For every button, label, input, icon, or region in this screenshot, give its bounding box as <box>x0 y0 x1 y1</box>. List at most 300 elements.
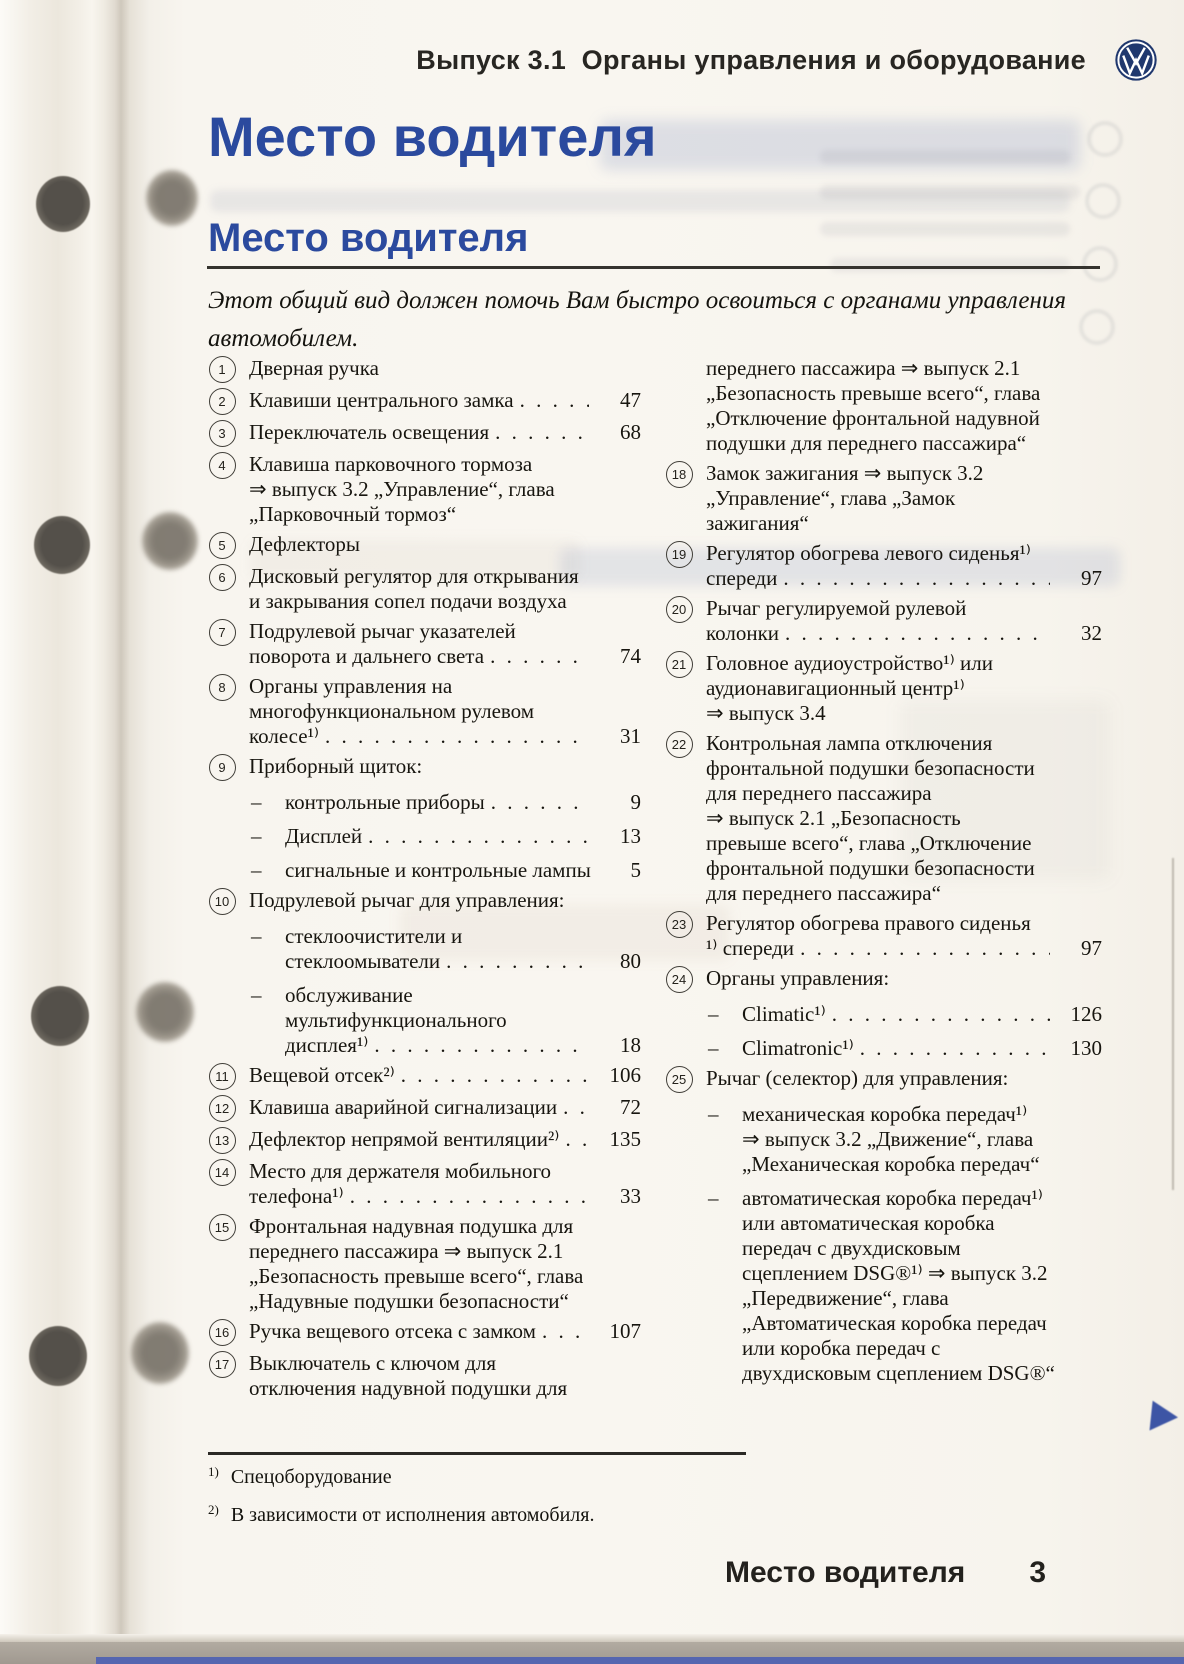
list-line <box>249 589 641 614</box>
list-line <box>249 388 641 413</box>
item-number: 12 <box>209 1095 236 1122</box>
item-number: 18 <box>666 461 693 488</box>
list-line-text: переднего пассажира ⇒ выпуск 2.1 <box>249 1239 564 1263</box>
list-line <box>706 1236 1102 1261</box>
list-line-text: для переднего пассажира <box>706 781 932 805</box>
list-line-text: спереди <box>706 566 778 590</box>
list-line <box>706 461 1102 486</box>
footnote-mark: 2) <box>208 1502 219 1517</box>
page-footer <box>520 1556 1116 1590</box>
list-line-text: Ручка вещевого отсека с замком <box>249 1319 536 1343</box>
list-item <box>664 651 1102 726</box>
item-number-badge <box>207 858 237 883</box>
binder-hole <box>131 1322 189 1384</box>
list-line <box>249 888 641 913</box>
list-line-text: ⇒ выпуск 2.1 „Безопасность <box>706 806 961 830</box>
list-line-text: – сигнальные и контрольные лампы <box>285 858 591 882</box>
list-line-text: Клавиша парковочного тормоза <box>249 452 533 476</box>
list-line-text: Вещевой отсек²⁾ <box>249 1063 395 1087</box>
dot-leader <box>563 1095 589 1120</box>
item-number-badge <box>207 420 237 447</box>
footer-title: Место водителя <box>724 1556 966 1589</box>
list-line <box>249 502 641 527</box>
list-line <box>706 1002 1102 1027</box>
page-edge-line <box>1172 858 1174 1190</box>
page-ref: 80 <box>620 949 641 973</box>
item-number-badge <box>207 1319 237 1346</box>
page-ref: 126 <box>1070 1002 1102 1026</box>
item-number-badge <box>207 388 237 415</box>
list-item-continuation <box>664 356 1102 456</box>
item-number: 3 <box>209 420 236 447</box>
list-line-text: – контрольные приборы <box>285 790 485 814</box>
binder-hole <box>142 512 198 570</box>
list-line-text: – Дисплей <box>285 824 363 848</box>
page-bottom-edge <box>0 1634 1184 1642</box>
page-ref: 33 <box>620 1184 641 1208</box>
list-item <box>207 1063 641 1090</box>
item-number-badge <box>207 754 237 781</box>
list-line-text: „Механическая коробка передач“ <box>742 1152 1040 1176</box>
section-title: Место водителя <box>208 216 529 260</box>
list-line <box>249 1033 641 1058</box>
list-line-text: двухдисковым сцеплением DSG®“ <box>742 1361 1055 1385</box>
dot-leader <box>785 621 1050 646</box>
intro-text: Этот общий вид должен помочь Вам быстро освоиться с органами управления автомобилем. <box>208 287 1067 352</box>
list-line-text: сцеплением DSG®¹⁾ ⇒ выпуск 3.2 <box>742 1261 1048 1285</box>
item-number-badge <box>664 731 694 906</box>
dot-leader <box>800 936 1050 961</box>
item-number: 23 <box>666 911 693 938</box>
page-ref: 32 <box>1081 621 1102 645</box>
page-ref: 135 <box>609 1127 641 1151</box>
list-line-text: аудионавигационный центр¹⁾ <box>706 676 965 700</box>
list-item <box>664 461 1102 536</box>
item-number: 5 <box>209 532 236 559</box>
item-number: 9 <box>209 754 236 781</box>
list-line <box>249 1289 641 1314</box>
item-number: 1 <box>209 356 236 383</box>
list-line-text: Дисковый регулятор для открывания <box>249 564 579 588</box>
binder-hole <box>34 516 90 574</box>
list-line <box>706 1036 1102 1061</box>
list-line-text: колонки <box>706 621 780 645</box>
list-line <box>249 754 641 779</box>
list-line <box>249 619 641 644</box>
list-item <box>207 1214 641 1314</box>
list-line <box>706 1211 1102 1236</box>
list-line-text: Фронтальная надувная подушка для <box>249 1214 574 1238</box>
list-item <box>207 888 641 915</box>
list-line <box>249 1239 641 1264</box>
item-number: 13 <box>209 1127 236 1154</box>
list-line-text: переднего пассажира ⇒ выпуск 2.1 <box>706 356 1021 380</box>
list-line-text: „Управление“, глава „Замок <box>706 486 956 510</box>
list-line <box>706 831 1102 856</box>
list-line-text: „Безопасность превыше всего“, глава <box>706 381 1041 405</box>
list-item <box>664 1066 1102 1093</box>
list-line <box>249 1214 641 1239</box>
list-line-text: Приборный щиток: <box>249 754 423 778</box>
list-line-text: Переключатель освещения <box>249 420 490 444</box>
title-divider <box>207 266 1100 269</box>
list-subitem <box>664 1036 1102 1061</box>
item-number: 2 <box>209 388 236 415</box>
list-line-text: подушки для переднего пассажира“ <box>706 431 1027 455</box>
page-ref: 97 <box>1081 936 1102 960</box>
item-number: 7 <box>209 619 236 646</box>
dot-leader <box>325 724 589 749</box>
list-subitem <box>664 1002 1102 1027</box>
dot-leader <box>542 1319 589 1344</box>
item-number-badge <box>207 1159 237 1209</box>
list-line-text: Выключатель с ключом для <box>249 1351 496 1375</box>
item-number-badge <box>664 1002 694 1027</box>
binder-edge-strip <box>96 1657 1184 1664</box>
list-line-text: фронтальной подушки безопасности <box>706 856 1035 880</box>
list-item <box>207 1319 641 1346</box>
dot-leader <box>565 1127 589 1152</box>
dot-leader <box>860 1036 1050 1061</box>
list-subitem <box>207 824 641 849</box>
list-line <box>706 676 1102 701</box>
list-line-text: превыше всего“, глава „Отключение <box>706 831 1032 855</box>
list-line <box>706 381 1102 406</box>
footnote-divider <box>208 1452 746 1455</box>
item-number: 15 <box>209 1214 236 1241</box>
item-number: 6 <box>209 564 236 591</box>
list-line <box>706 1361 1102 1386</box>
binder-hole <box>36 176 90 232</box>
list-line <box>249 644 641 669</box>
footnote <box>208 1464 392 1489</box>
item-number-badge <box>207 1351 237 1401</box>
list-line-text: Подрулевой рычаг для управления: <box>249 888 565 912</box>
list-line <box>249 790 641 815</box>
item-number: 24 <box>666 966 693 993</box>
item-number-badge <box>207 1063 237 1090</box>
list-line-text: передач с двухдисковым <box>742 1236 961 1260</box>
list-item <box>664 966 1102 993</box>
dot-leader <box>401 1063 589 1088</box>
list-line <box>706 651 1102 676</box>
list-line-text: ⇒ выпуск 3.2 „Управление“, глава <box>249 477 555 501</box>
item-number-badge <box>207 1095 237 1122</box>
list-line-text: Дефлекторы <box>249 532 360 556</box>
list-line-text: – Climatic¹⁾ <box>742 1002 826 1026</box>
list-line-text: „Парковочный тормоз“ <box>249 502 457 526</box>
page-ref: 68 <box>620 420 641 444</box>
page-title: Место водителя <box>208 105 657 168</box>
list-line <box>249 532 641 557</box>
dot-leader <box>350 1184 589 1209</box>
list-line <box>706 621 1102 646</box>
list-item <box>207 1095 641 1122</box>
list-line-text: дисплея¹⁾ <box>285 1033 369 1057</box>
list-line <box>249 420 641 445</box>
item-number-badge <box>207 532 237 559</box>
list-line <box>706 701 1102 726</box>
page-number: 3 <box>1029 1556 1046 1589</box>
list-line <box>706 1311 1102 1336</box>
list-line-text: „Передвижение“, глава <box>742 1286 949 1310</box>
list-line-text: стеклоомыватели <box>285 949 441 973</box>
item-number: 11 <box>209 1063 236 1090</box>
list-line <box>249 858 641 883</box>
binder-hole <box>136 982 194 1042</box>
list-line-text: или коробка передач с <box>742 1336 941 1360</box>
list-line-text: Регулятор обогрева правого сиденья <box>706 911 1031 935</box>
list-line <box>249 949 641 974</box>
list-line <box>706 431 1102 456</box>
list-line <box>706 1127 1102 1152</box>
list-line <box>706 911 1102 936</box>
list-line-text: для переднего пассажира“ <box>706 881 941 905</box>
list-line-text: телефона¹⁾ <box>249 1184 344 1208</box>
page-ref: 97 <box>1081 566 1102 590</box>
dot-leader <box>374 1033 589 1058</box>
list-line-text: – автоматическая коробка передач¹⁾ <box>742 1186 1043 1210</box>
page-ref: 31 <box>620 724 641 748</box>
item-number-badge <box>664 461 694 536</box>
list-line <box>249 674 641 699</box>
list-line <box>249 1264 641 1289</box>
item-number-badge <box>207 674 237 749</box>
item-number-badge <box>664 911 694 961</box>
page-ref: 9 <box>630 790 641 814</box>
list-line-text: или автоматическая коробка <box>742 1211 995 1235</box>
list-item <box>207 452 641 527</box>
list-line <box>706 511 1102 536</box>
legend-column-left <box>207 356 641 1401</box>
list-line <box>249 1376 641 1401</box>
list-line-text: Дверная ручка <box>249 356 379 380</box>
list-line-text: колесе¹⁾ <box>249 724 320 748</box>
list-line-text: поворота и дальнего света <box>249 644 485 668</box>
item-number-badge <box>207 564 237 614</box>
list-line <box>249 564 641 589</box>
footnote-text: Спецоборудование <box>230 1466 392 1488</box>
list-item <box>207 564 641 614</box>
item-number-badge <box>207 452 237 527</box>
page-ref: 107 <box>609 1319 641 1343</box>
list-item <box>207 1127 641 1154</box>
item-number-badge <box>664 1186 694 1386</box>
list-line <box>249 924 641 949</box>
list-line-text: Клавиши центрального замка <box>249 388 514 412</box>
list-line-text: Контрольная лампа отключения <box>706 731 993 755</box>
list-line <box>249 983 641 1008</box>
list-line <box>249 356 641 381</box>
legend-column-right <box>664 356 1102 1386</box>
list-item <box>207 420 641 447</box>
list-line <box>706 1102 1102 1127</box>
item-number-badge <box>664 1036 694 1061</box>
list-line-text: ⇒ выпуск 3.2 „Движение“, глава <box>742 1127 1034 1151</box>
list-subitem <box>207 790 641 815</box>
dot-leader <box>490 644 589 669</box>
list-line <box>249 1159 641 1184</box>
list-line <box>706 406 1102 431</box>
item-number-badge <box>664 541 694 591</box>
item-number-badge <box>207 619 237 669</box>
item-number: 4 <box>209 452 236 479</box>
list-line <box>706 1186 1102 1211</box>
list-line <box>706 731 1102 756</box>
list-item <box>207 619 641 669</box>
list-line <box>706 356 1102 381</box>
list-line <box>249 1095 641 1120</box>
item-number: 21 <box>666 651 693 678</box>
list-line-text: ⇒ выпуск 3.4 <box>706 701 826 725</box>
dot-leader <box>832 1002 1050 1027</box>
list-item <box>207 388 641 415</box>
item-number-badge <box>207 1127 237 1154</box>
list-line-text: Место для держателя мобильного <box>249 1159 552 1183</box>
list-line-text: – обслуживание <box>285 983 413 1007</box>
list-line <box>706 856 1102 881</box>
binder-hole <box>31 986 89 1046</box>
list-line <box>706 1066 1102 1091</box>
dot-leader <box>368 824 589 849</box>
list-line <box>249 699 641 724</box>
list-item <box>207 356 641 383</box>
item-number-badge <box>664 1102 694 1177</box>
list-line-text: Клавиша аварийной сигнализации <box>249 1095 558 1119</box>
footnote-mark: 1) <box>208 1464 219 1479</box>
footnote-text: В зависимости от исполнения автомобиля. <box>230 1504 595 1526</box>
list-line-text: Головное аудиоустройство¹⁾ или <box>706 651 993 675</box>
header-title: Выпуск 3.1 Органы управления и оборудование <box>416 44 1086 75</box>
item-number: 22 <box>666 731 693 758</box>
list-line <box>706 881 1102 906</box>
list-line-text: Органы управления: <box>706 966 890 990</box>
list-line-text: Рычаг (селектор) для управления: <box>706 1066 1009 1090</box>
list-line-text: „Надувные подушки безопасности“ <box>249 1289 569 1313</box>
list-line <box>706 1152 1102 1177</box>
list-line-text: „Автоматическая коробка передач <box>742 1311 1047 1335</box>
list-line-text: фронтальной подушки безопасности <box>706 756 1035 780</box>
list-line <box>249 724 641 749</box>
item-number-badge <box>207 924 237 974</box>
list-item <box>207 1351 641 1401</box>
list-item <box>207 532 641 559</box>
list-line <box>706 1336 1102 1361</box>
list-subitem <box>664 1102 1102 1177</box>
page-ref: 18 <box>620 1033 641 1057</box>
list-line <box>706 1286 1102 1311</box>
list-line-text: ¹⁾ спереди <box>706 936 795 960</box>
list-line-text: Замок зажигания ⇒ выпуск 3.2 <box>706 461 984 485</box>
list-line-text: – Climatronic¹⁾ <box>742 1036 854 1060</box>
item-number: 25 <box>666 1066 693 1093</box>
list-line <box>249 1127 641 1152</box>
page-ref: 74 <box>620 644 641 668</box>
list-item <box>664 911 1102 961</box>
list-line <box>706 781 1102 806</box>
item-number-badge <box>664 356 694 456</box>
list-line <box>706 806 1102 831</box>
list-line <box>706 486 1102 511</box>
page-ref: 5 <box>630 858 641 882</box>
list-line <box>706 1261 1102 1286</box>
list-line <box>706 596 1102 621</box>
list-line-text: мультифункционального <box>285 1008 507 1032</box>
item-number: 16 <box>209 1319 236 1346</box>
item-number-badge <box>207 356 237 383</box>
list-line <box>249 452 641 477</box>
item-number-badge <box>207 1214 237 1314</box>
item-number-badge <box>207 790 237 815</box>
page-ref: 13 <box>620 824 641 848</box>
item-number-badge <box>207 888 237 915</box>
page-ref: 47 <box>620 388 641 412</box>
list-item <box>664 731 1102 906</box>
list-line-text: многофункциональном рулевом <box>249 699 535 723</box>
dot-leader <box>495 420 589 445</box>
list-line <box>249 1351 641 1376</box>
item-number: 8 <box>209 674 236 701</box>
item-number-badge <box>207 824 237 849</box>
dot-leader <box>446 949 589 974</box>
list-line-text: Рычаг регулируемой рулевой <box>706 596 967 620</box>
list-item <box>664 541 1102 591</box>
list-line-text: Дефлектор непрямой вентиляции²⁾ <box>249 1127 560 1151</box>
list-line <box>249 1319 641 1344</box>
list-line <box>249 824 641 849</box>
list-line-text: отключения надувной подушки для <box>249 1376 568 1400</box>
list-line-text: Подрулевой рычаг указателей <box>249 619 516 643</box>
page-ref: 106 <box>609 1063 641 1087</box>
list-line-text: – механическая коробка передач¹⁾ <box>742 1102 1028 1126</box>
list-line-text: Регулятор обогрева левого сиденья¹⁾ <box>706 541 1031 565</box>
list-line <box>706 936 1102 961</box>
item-number-badge <box>664 1066 694 1093</box>
page-ref: 130 <box>1070 1036 1102 1060</box>
list-subitem <box>207 983 641 1058</box>
list-line <box>706 756 1102 781</box>
list-line-text: зажигания“ <box>706 511 809 535</box>
next-page-arrow-icon <box>1150 1401 1180 1434</box>
page-header <box>330 38 1158 82</box>
list-subitem <box>207 858 641 883</box>
list-subitem <box>207 924 641 974</box>
item-number: 17 <box>209 1351 236 1378</box>
list-line <box>706 541 1102 566</box>
binder-hole <box>29 1326 87 1386</box>
list-line <box>706 566 1102 591</box>
item-number: 19 <box>666 541 693 568</box>
list-line <box>249 1184 641 1209</box>
binder-hole <box>146 170 198 226</box>
list-item <box>664 596 1102 646</box>
item-number-badge <box>207 983 237 1058</box>
dot-leader <box>520 388 589 413</box>
list-item <box>207 1159 641 1209</box>
list-line-text: и закрывания сопел подачи воздуха <box>249 589 567 613</box>
list-subitem <box>664 1186 1102 1386</box>
dot-leader <box>491 790 589 815</box>
item-number-badge <box>664 651 694 726</box>
vw-logo-icon <box>1114 38 1158 82</box>
list-item <box>207 754 641 781</box>
list-line <box>249 1063 641 1088</box>
list-line-text: „Отключение фронтальной надувной <box>706 406 1040 430</box>
list-line-text: Органы управления на <box>249 674 453 698</box>
page-ref: 72 <box>620 1095 641 1119</box>
list-line <box>249 1008 641 1033</box>
list-line <box>249 477 641 502</box>
